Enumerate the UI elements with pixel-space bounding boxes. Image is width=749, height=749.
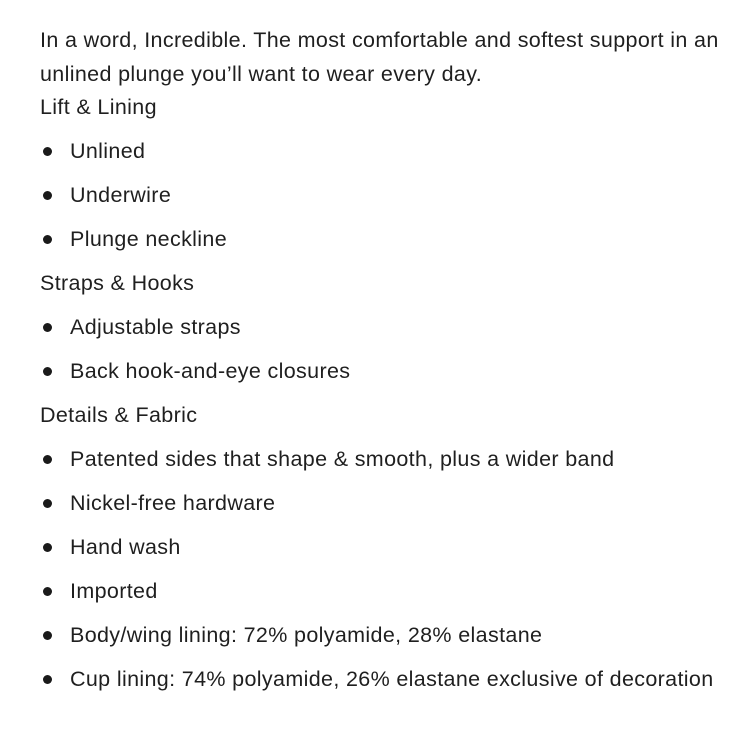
list-item [40, 575, 720, 609]
list-item [40, 355, 720, 389]
bullet-icon [43, 235, 52, 244]
list-item-text: Patented sides that shape & smooth, plus a wider band [70, 447, 615, 471]
straps-hooks-list [40, 311, 720, 389]
list-item [40, 663, 720, 697]
bullet-icon [43, 499, 52, 508]
bullet-icon [43, 455, 52, 464]
list-item [40, 135, 720, 169]
bullet-icon [43, 191, 52, 200]
list-item-text: Back hook-and-eye closures [70, 359, 351, 383]
list-item-text: Body/wing lining: 72% polyamide, 28% elastane [70, 623, 543, 647]
bullet-icon [43, 631, 52, 640]
list-item [40, 531, 720, 565]
list-item-text: Imported [70, 579, 158, 603]
section-heading-lift-lining: Lift & Lining [40, 95, 157, 119]
list-item-text: Adjustable straps [70, 315, 241, 339]
bullet-icon [43, 147, 52, 156]
bullet-icon [43, 543, 52, 552]
list-item [40, 311, 720, 345]
list-item-text: Hand wash [70, 535, 181, 559]
list-item [40, 223, 720, 257]
details-fabric-list [40, 443, 720, 697]
list-item-text: Unlined [70, 139, 146, 163]
list-item [40, 179, 720, 213]
list-item-text: Plunge neckline [70, 227, 228, 251]
bullet-icon [43, 323, 52, 332]
list-item [40, 443, 720, 477]
lift-lining-list [40, 135, 720, 257]
list-item-text: Underwire [70, 183, 172, 207]
intro-text: In a word, Incredible. The most comfortable and softest support in an unlined plunge you’ll want to wear every day. [40, 28, 719, 86]
bullet-icon [43, 367, 52, 376]
list-item [40, 619, 720, 653]
bullet-icon [43, 587, 52, 596]
product-description [40, 24, 720, 697]
section-heading-details-fabric: Details & Fabric [40, 403, 198, 427]
section-heading-straps-hooks: Straps & Hooks [40, 271, 195, 295]
bullet-icon [43, 675, 52, 684]
list-item-text: Cup lining: 74% polyamide, 26% elastane exclusive of decoration [70, 667, 714, 691]
list-item [40, 487, 720, 521]
list-item-text: Nickel-free hardware [70, 491, 276, 515]
